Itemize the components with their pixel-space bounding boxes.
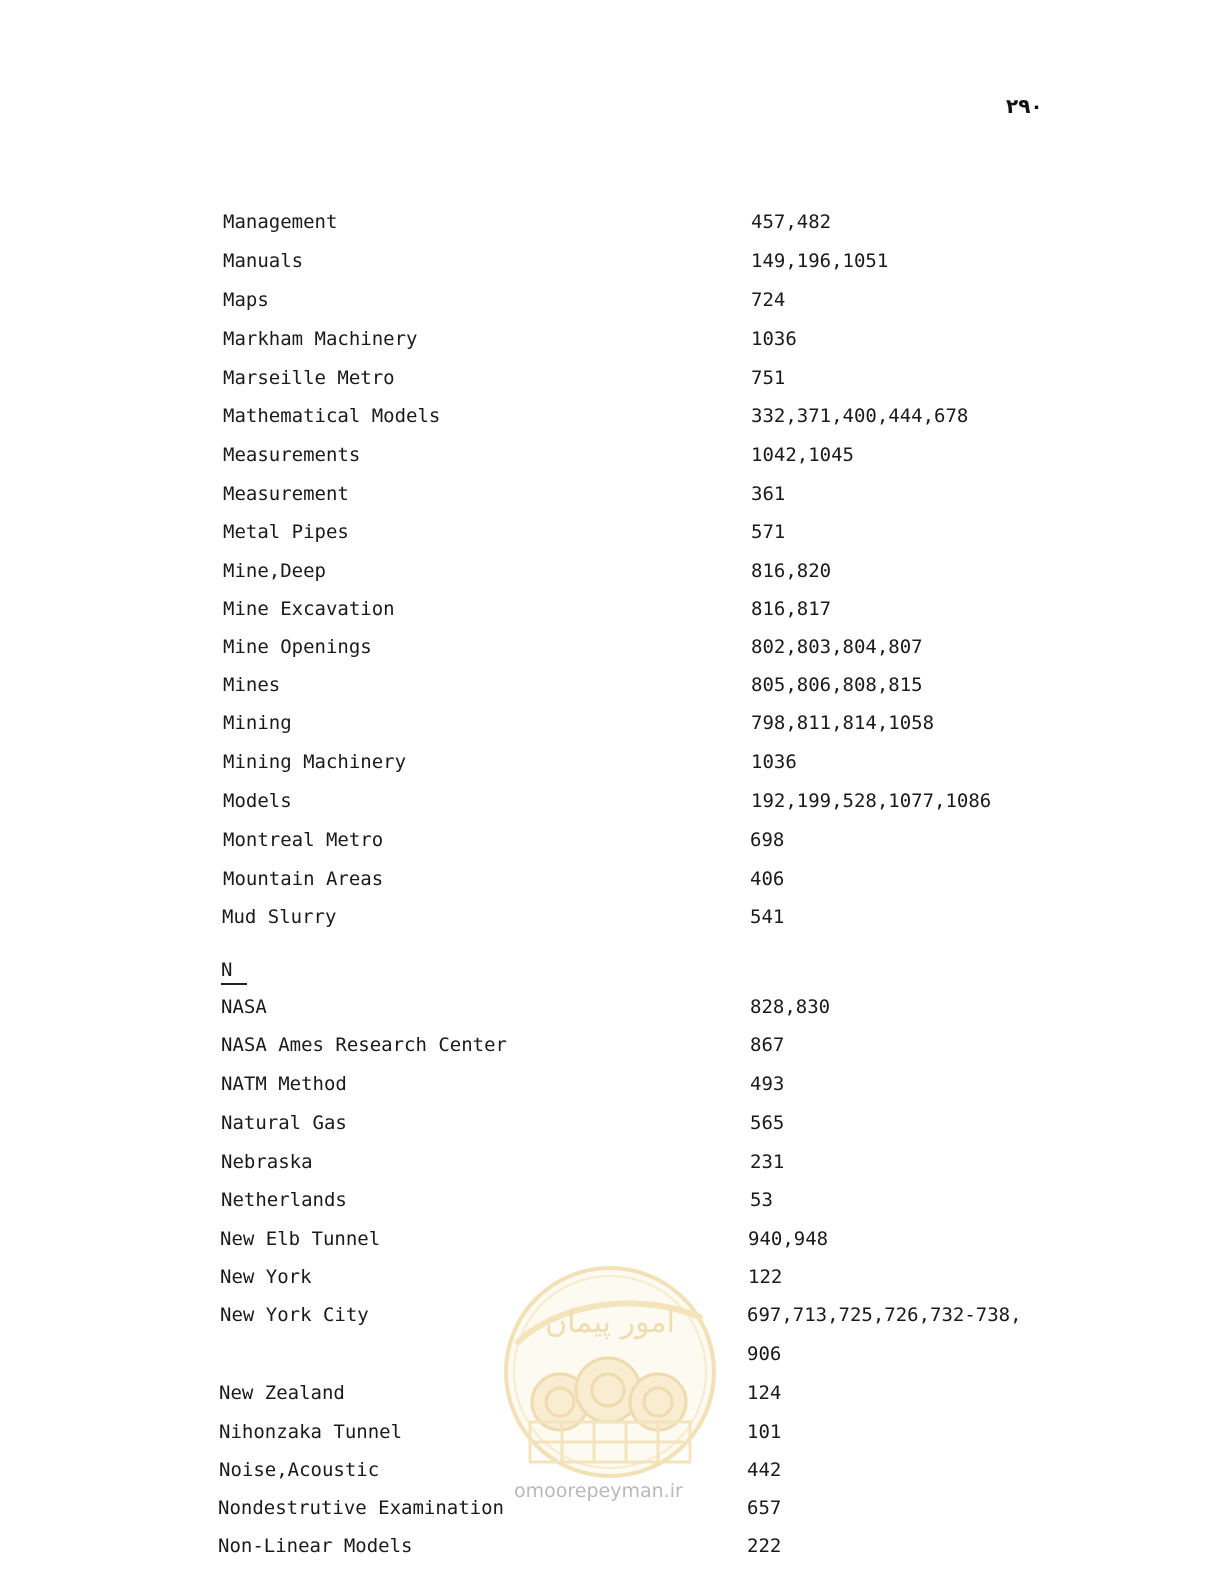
index-term: Mine Excavation [223, 598, 395, 620]
index-term: Noise,Acoustic [219, 1459, 380, 1481]
index-term: Montreal Metro [223, 829, 384, 851]
index-pages: 1042,1045 [751, 444, 854, 466]
index-pages: 751 [751, 367, 786, 389]
index-pages: 802,803,804,807 [751, 636, 923, 658]
index-pages: 940,948 [748, 1228, 829, 1250]
index-term: Mining Machinery [223, 751, 407, 773]
index-pages: 101 [747, 1421, 782, 1443]
index-pages: 816,817 [751, 598, 832, 620]
index-pages: 805,806,808,815 [751, 674, 923, 696]
index-term: New Elb Tunnel [220, 1228, 381, 1250]
index-term: Marseille Metro [223, 367, 395, 389]
section-underline [221, 983, 247, 985]
index-pages: 332,371,400,444,678 [751, 405, 969, 427]
index-term: Measurement [223, 483, 349, 505]
index-pages: 222 [747, 1535, 782, 1557]
index-pages: 698 [750, 829, 785, 851]
index-term: Nondestrutive Examination [218, 1497, 504, 1519]
index-pages: 149,196,1051 [751, 250, 889, 272]
index-pages: 124 [747, 1382, 782, 1404]
index-pages: 406 [750, 868, 785, 890]
index-pages: 541 [750, 906, 785, 928]
index-pages: 231 [750, 1151, 785, 1173]
index-pages: 565 [750, 1112, 785, 1134]
watermark-logo-icon [500, 1262, 720, 1482]
index-pages: 192,199,528,1077,1086 [751, 790, 992, 812]
index-pages: 867 [750, 1034, 785, 1056]
index-pages: 457,482 [751, 211, 832, 233]
index-term: Models [223, 790, 292, 812]
index-term: Management [223, 211, 338, 233]
index-term: NASA [221, 996, 267, 1018]
index-term: Metal Pipes [223, 521, 349, 543]
index-pages: 493 [750, 1073, 785, 1095]
index-term: Mining [223, 712, 292, 734]
index-pages: 657 [747, 1497, 782, 1519]
index-term: Manuals [223, 250, 304, 272]
index-term: Nebraska [221, 1151, 313, 1173]
index-term: Non-Linear Models [218, 1535, 413, 1557]
index-pages: 1036 [751, 328, 797, 350]
watermark-logo-text: امور پیمان [545, 1305, 675, 1340]
index-pages: 571 [751, 521, 786, 543]
index-term: Markham Machinery [223, 328, 418, 350]
section-heading [221, 958, 247, 985]
index-pages: 798,811,814,1058 [751, 712, 935, 734]
section-letter: N [221, 959, 233, 981]
index-term: Nihonzaka Tunnel [219, 1421, 403, 1443]
index-term: Netherlands [221, 1189, 347, 1211]
index-term: New York [220, 1266, 312, 1288]
index-term: Mountain Areas [223, 868, 384, 890]
index-term: NATM Method [221, 1073, 347, 1095]
index-pages: 724 [751, 289, 786, 311]
index-pages: 442 [747, 1459, 782, 1481]
index-pages: 816,820 [751, 560, 832, 582]
index-term: New Zealand [219, 1382, 345, 1404]
index-term: Maps [223, 289, 269, 311]
index-pages: 1036 [751, 751, 797, 773]
index-term: Mathematical Models [223, 405, 441, 427]
index-term: Mud Slurry [222, 906, 337, 928]
index-pages: 828,830 [750, 996, 831, 1018]
page-number: ۲۹۰ [1006, 94, 1043, 118]
index-pages: 906 [747, 1343, 782, 1365]
index-pages: 122 [748, 1266, 783, 1288]
index-term: Mine,Deep [223, 560, 326, 582]
watermark-site-text: omoorepeyman.ir [514, 1480, 683, 1502]
index-term: Mines [223, 674, 281, 696]
index-pages: 697,713,725,726,732-738, [747, 1304, 1022, 1326]
index-term: New York City [220, 1304, 369, 1326]
index-term: Measurements [223, 444, 361, 466]
index-term: Mine Openings [223, 636, 372, 658]
index-pages: 53 [750, 1189, 773, 1211]
index-term: NASA Ames Research Center [221, 1034, 507, 1056]
index-pages: 361 [751, 483, 786, 505]
index-term: Natural Gas [221, 1112, 347, 1134]
